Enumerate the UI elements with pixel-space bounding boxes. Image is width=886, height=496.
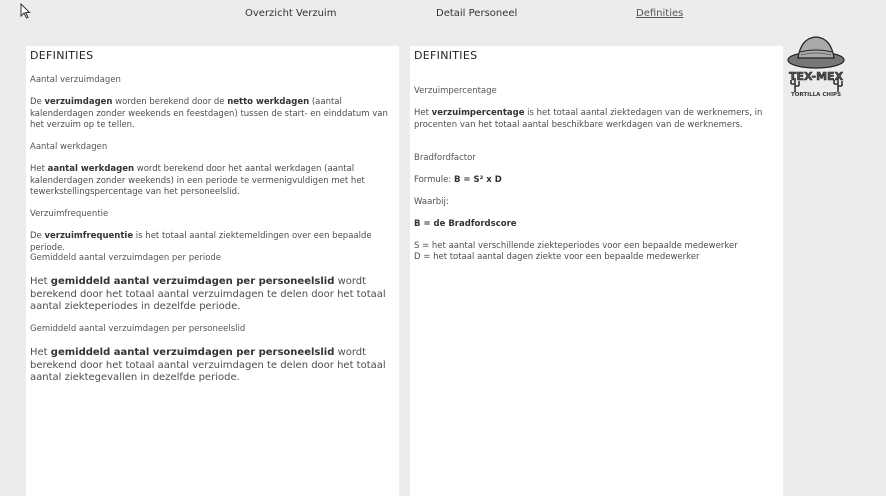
panel-title: DEFINITIES: [30, 49, 94, 62]
b-definition: B = de Bradfordscore: [414, 219, 517, 229]
tab-definities[interactable]: Definities: [636, 8, 684, 19]
tab-overzicht-verzuim[interactable]: Overzicht Verzuim: [245, 8, 337, 19]
logo-subtext: TORTILLA CHIPS: [790, 92, 842, 98]
section-heading: Gemiddeld aantal verzuimdagen per personeelslid: [30, 324, 246, 334]
definition-text: De verzuimdagen worden berekend door de netto werkdagen (aantal kalenderdagen zonder weekends en feestdagen) tussen de start- en einddatum van het verzuim op te tellen.: [30, 97, 388, 130]
definition-text: De verzuimfrequentie is het totaal aantal ziektemeldingen over een bepaalde periode.: [30, 231, 372, 253]
section-heading: Verzuimfrequentie: [30, 209, 109, 219]
definitions-panel-left: [26, 46, 399, 496]
section-heading: Aantal verzuimdagen: [30, 75, 121, 85]
section-heading: Aantal werkdagen: [30, 142, 108, 152]
definition-text: Het verzuimpercentage is het totaal aantal ziektedagen van de werknemers, in procenten van het totaal aantal beschikbare werkdagen van de werknemers.: [414, 108, 763, 130]
definition-text: Het gemiddeld aantal verzuimdagen per personeelslid wordt berekend door het totaal aantal verzuimdagen te delen door het totaal aantal ziekteperiodes in dezelfde periode.: [30, 276, 386, 312]
section-heading: Gemiddeld aantal verzuimdagen per periode: [30, 253, 222, 263]
formula-text: Formule: B = S² x D: [414, 175, 502, 185]
definitions-panel-right: [410, 46, 783, 496]
d-definition: D = het totaal aantal dagen ziekte voor een bepaalde medewerker: [414, 252, 700, 262]
where-label: Waarbij:: [414, 197, 449, 207]
panel-title: DEFINITIES: [414, 49, 478, 62]
tab-detail-personeel[interactable]: Detail Personeel: [436, 8, 518, 19]
logo-text: TEX-MEX: [788, 70, 844, 83]
section-heading: Verzuimpercentage: [414, 86, 497, 96]
definition-text: Het aantal werkdagen wordt berekend door het aantal werkdagen (aantal kalenderdagen zonder weekends) in een periode te vermenigvuldigen met het tewerkstellingspercentage van het personeelslid.: [30, 164, 365, 197]
tex-mex-logo: [785, 34, 849, 108]
section-heading: Bradfordfactor: [414, 153, 476, 163]
definition-text: Het gemiddeld aantal verzuimdagen per personeelslid wordt berekend door het totaal aantal verzuimdagen te delen door het totaal aantal ziektegevallen in dezelfde periode.: [30, 347, 386, 383]
s-definition: S = het aantal verschillende ziekteperiodes voor een bepaalde medewerker: [414, 241, 738, 251]
top-navigation: [0, 8, 886, 22]
